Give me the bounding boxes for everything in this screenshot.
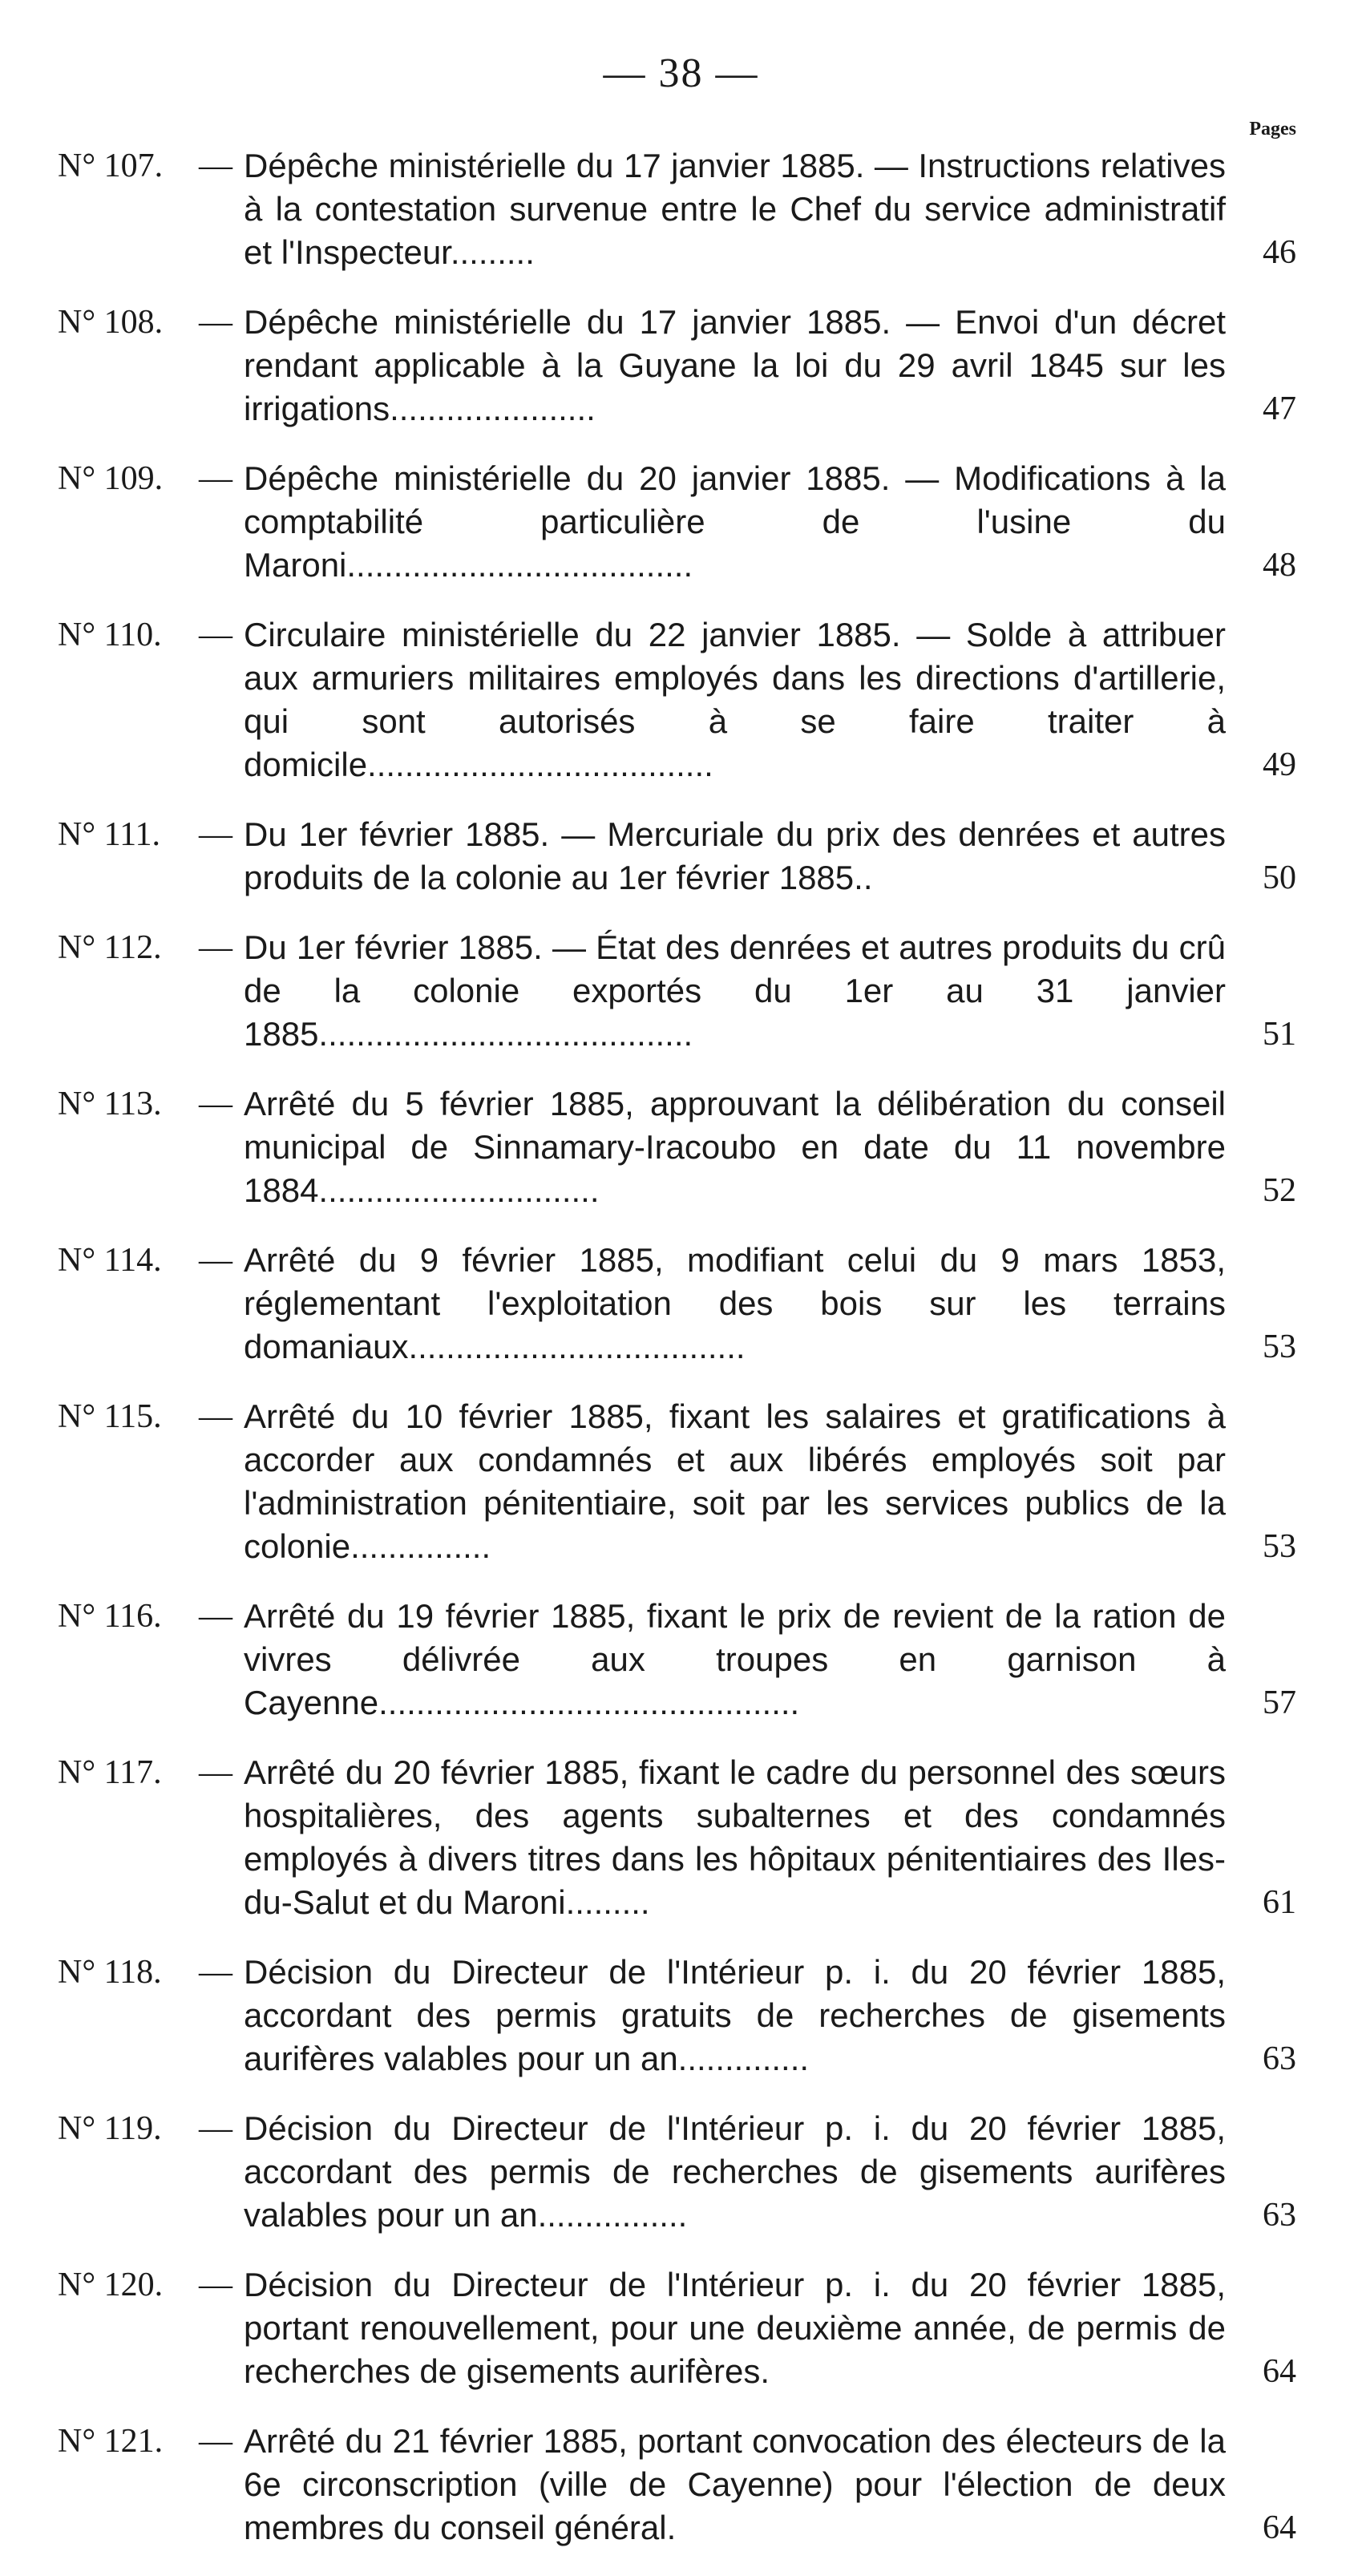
- entry-body: [244, 1082, 1296, 1212]
- entry-dash: —: [199, 1754, 232, 1791]
- entry-page-number: 57: [1263, 1684, 1296, 1721]
- table-of-contents: [58, 144, 1296, 2576]
- entry-body: [244, 144, 1296, 274]
- entry-dash: —: [199, 816, 232, 853]
- toc-entry-120: [58, 2263, 1296, 2393]
- entry-dash: —: [199, 617, 232, 653]
- toc-entry-108: [58, 301, 1296, 431]
- toc-entry-112: [58, 926, 1296, 1056]
- entry-page-number: 63: [1263, 2040, 1296, 2077]
- entry-body: [244, 613, 1296, 787]
- entry-number: N° 119.: [58, 2110, 162, 2147]
- toc-entry-114: [58, 1239, 1296, 1369]
- toc-entry-107: [58, 144, 1296, 274]
- entry-dash: —: [199, 148, 232, 184]
- entry-text: Dépêche ministérielle du 17 janvier 1885. — Instructions relatives à la contestation survenue entre le Chef du service administratif et l'Inspecteur.........: [244, 147, 1226, 271]
- entry-body: [244, 1595, 1296, 1725]
- entry-number: N° 110.: [58, 617, 162, 653]
- entry-dash: —: [199, 1398, 232, 1435]
- entry-body: [244, 2420, 1296, 2550]
- entry-number: N° 113.: [58, 1086, 162, 1122]
- entry-page-number: 52: [1263, 1172, 1296, 1209]
- entry-page-number: 51: [1263, 1016, 1296, 1053]
- entry-text: Décision du Directeur de l'Intérieur p. i. du 20 février 1885, accordant des permis gratuits de recherches de gisements aurifères valables pour un an..............: [244, 1953, 1226, 2077]
- toc-entry-117: [58, 1751, 1296, 1924]
- entry-body: [244, 301, 1296, 431]
- entry-page-number: 49: [1263, 746, 1296, 783]
- entry-dash: —: [199, 2267, 232, 2303]
- entry-page-number: 50: [1263, 859, 1296, 896]
- entry-page-number: 53: [1263, 1528, 1296, 1565]
- entry-text: Du 1er février 1885. — Mercuriale du prix des denrées et autres produits de la colonie au 1er février 1885..: [244, 815, 1226, 896]
- entry-page-number: 46: [1263, 234, 1296, 271]
- entry-body: [244, 926, 1296, 1056]
- entry-page-number: 53: [1263, 1328, 1296, 1365]
- entry-page-number: 47: [1263, 390, 1296, 427]
- entry-text: Du 1er février 1885. — État des denrées et autres produits du crû de la colonie exportés du 1er au 31 janvier 1885........................................: [244, 928, 1226, 1053]
- toc-entry-110: [58, 613, 1296, 787]
- entry-dash: —: [199, 1598, 232, 1635]
- toc-entry-118: [58, 1951, 1296, 2081]
- entry-body: [244, 1239, 1296, 1369]
- pages-column-header: Pages: [1249, 119, 1296, 140]
- page-number: — 38 —: [603, 51, 759, 96]
- entry-body: [244, 2263, 1296, 2393]
- entry-page-number: 64: [1263, 2353, 1296, 2390]
- entry-text: Arrêté du 19 février 1885, fixant le prix de revient de la ration de vivres délivrée aux troupes en garnison à Cayenne.............................................: [244, 1597, 1226, 1721]
- entry-page-number: 64: [1263, 2509, 1296, 2546]
- entry-text: Décision du Directeur de l'Intérieur p. i. du 20 février 1885, portant renouvellement, pour une deuxième année, de permis de recherches de gisements aurifères.: [244, 2266, 1226, 2390]
- entry-dash: —: [199, 1086, 232, 1122]
- entry-dash: —: [199, 2110, 232, 2147]
- entry-dash: —: [199, 1242, 232, 1279]
- entry-dash: —: [199, 2423, 232, 2460]
- entry-dash: —: [199, 304, 232, 341]
- entry-text: Dépêche ministérielle du 17 janvier 1885. — Envoi d'un décret rendant applicable à la Guyane la loi du 29 avril 1845 sur les irrigations......................: [244, 303, 1226, 427]
- entry-number: N° 115.: [58, 1398, 162, 1435]
- entry-text: Arrêté du 21 février 1885, portant convocation des électeurs de la 6e circonscription (ville de Cayenne) pour l'élection de deux membres du conseil général.: [244, 2422, 1226, 2546]
- entry-number: N° 108.: [58, 304, 164, 341]
- entry-number: N° 120.: [58, 2267, 164, 2303]
- entry-number: N° 117.: [58, 1754, 162, 1791]
- entry-page-number: 48: [1263, 547, 1296, 584]
- entry-body: [244, 1395, 1296, 1568]
- entry-number: N° 116.: [58, 1598, 162, 1635]
- entry-dash: —: [199, 929, 232, 966]
- entry-body: [244, 1751, 1296, 1924]
- entry-text: Arrêté du 20 février 1885, fixant le cadre du personnel des sœurs hospitalières, des agents subalternes et des condamnés employés à divers titres dans les hôpitaux pénitentiaires des Iles-du-Salut et du Maroni.........: [244, 1753, 1226, 1921]
- entry-number: N° 121.: [58, 2423, 164, 2460]
- entry-body: [244, 2107, 1296, 2237]
- entry-page-number: 61: [1263, 1884, 1296, 1921]
- entry-text: Arrêté du 10 février 1885, fixant les salaires et gratifications à accorder aux condamnés et aux libérés employés soit par l'administration pénitentiaire, soit par les services publics de la colonie...............: [244, 1397, 1226, 1565]
- toc-entry-111: [58, 813, 1296, 900]
- entry-number: N° 109.: [58, 460, 164, 497]
- toc-entry-109: [58, 457, 1296, 587]
- toc-entry-121: [58, 2420, 1296, 2550]
- entry-text: Décision du Directeur de l'Intérieur p. i. du 20 février 1885, accordant des permis de recherches de gisements aurifères valables pour un an................: [244, 2109, 1226, 2234]
- entry-body: [244, 1951, 1296, 2081]
- toc-entry-113: [58, 1082, 1296, 1212]
- entry-text: Circulaire ministérielle du 22 janvier 1885. — Solde à attribuer aux armuriers militaires employés dans les directions d'artillerie, qui sont autorisés à se faire traiter à domicile.....................................: [244, 616, 1226, 783]
- entry-dash: —: [199, 1954, 232, 1991]
- entry-text: Arrêté du 5 février 1885, approuvant la délibération du conseil municipal de Sinnamary-Iracoubo en date du 11 novembre 1884..............................: [244, 1085, 1226, 1209]
- toc-entry-119: [58, 2107, 1296, 2237]
- entry-body: [244, 457, 1296, 587]
- entry-number: N° 107.: [58, 148, 164, 184]
- entry-dash: —: [199, 460, 232, 497]
- entry-page-number: 63: [1263, 2197, 1296, 2234]
- entry-number: N° 114.: [58, 1242, 162, 1279]
- entry-number: N° 112.: [58, 929, 162, 966]
- entry-text: Dépêche ministérielle du 20 janvier 1885. — Modifications à la comptabilité particulière de l'usine du Maroni.....................................: [244, 459, 1226, 584]
- toc-entry-116: [58, 1595, 1296, 1725]
- toc-entry-115: [58, 1395, 1296, 1568]
- entry-number: N° 111.: [58, 816, 161, 853]
- entry-number: N° 118.: [58, 1954, 162, 1991]
- entry-text: Arrêté du 9 février 1885, modifiant celui du 9 mars 1853, réglementant l'exploitation des bois sur les terrains domaniaux....................................: [244, 1241, 1226, 1365]
- entry-body: [244, 813, 1296, 900]
